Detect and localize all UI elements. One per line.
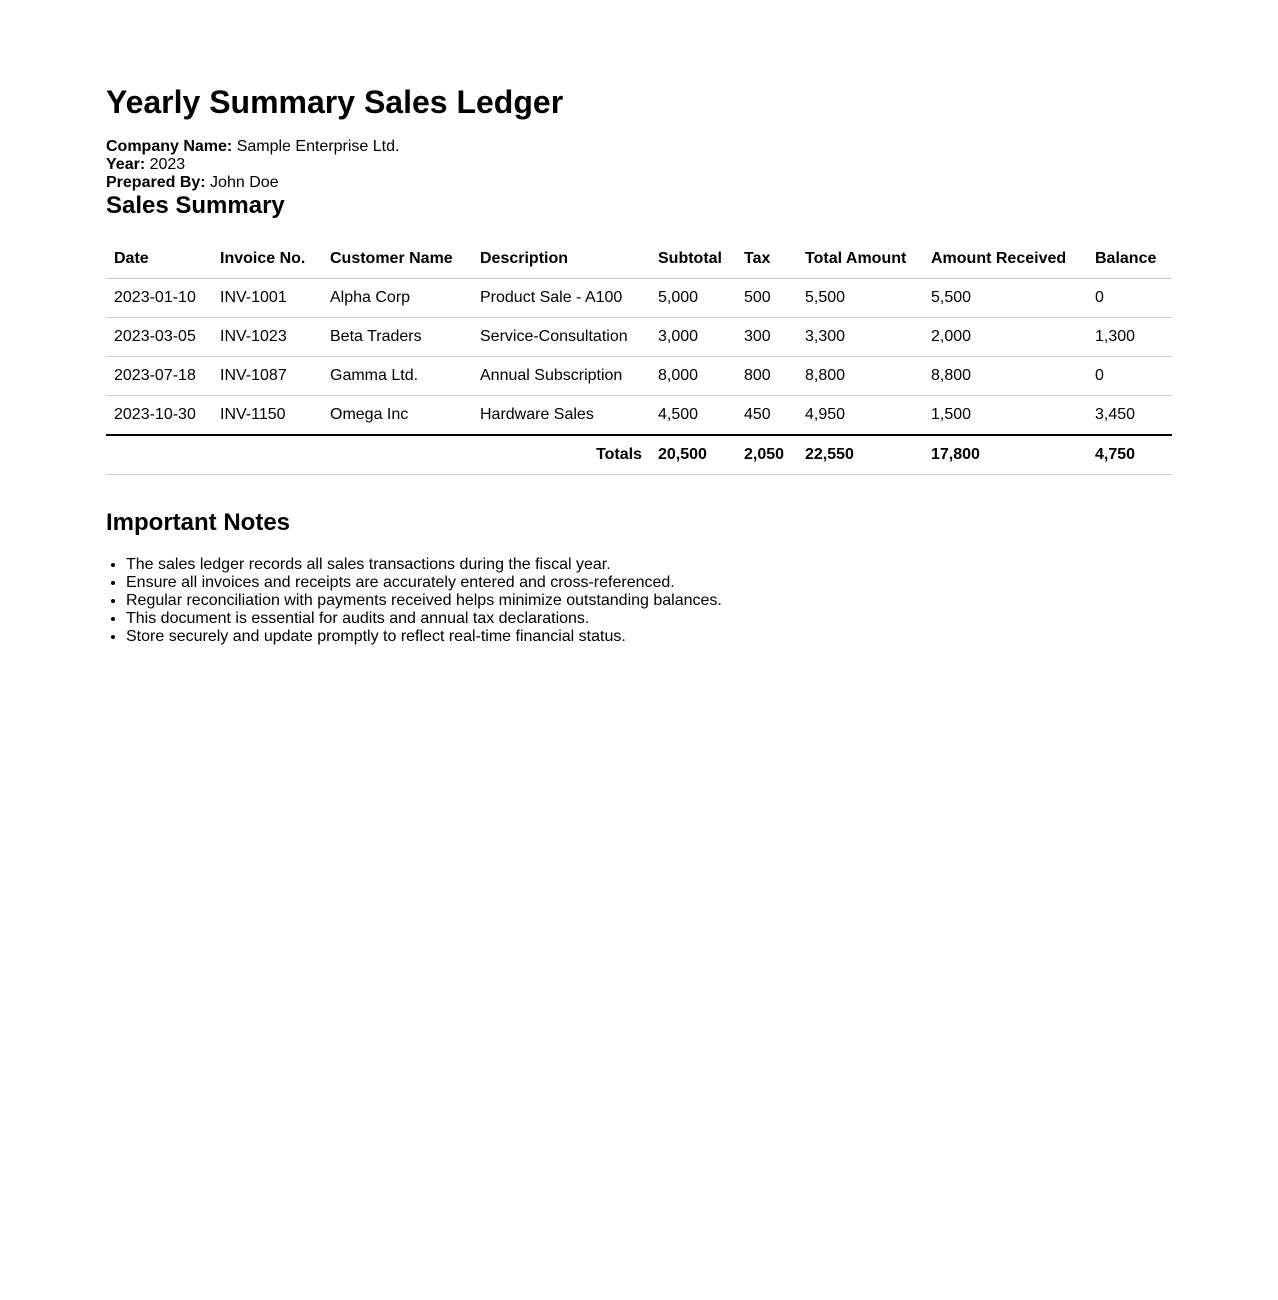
list-item: • Regular reconciliation with payments received helps minimize outstanding balances. — [126, 592, 1172, 610]
cell-tax: 450 — [736, 396, 797, 436]
cell-invoice-no: INV-1023 — [212, 318, 322, 357]
total-tax: 2,050 — [736, 435, 797, 475]
cell-amount-received: 2,000 — [923, 318, 1087, 357]
cell-total-amount: 3,300 — [797, 318, 923, 357]
cell-date: 2023-01-10 — [106, 279, 212, 318]
cell-invoice-no: INV-1001 — [212, 279, 322, 318]
cell-customer-name: Gamma Ltd. — [322, 357, 472, 396]
cell-amount-received: 1,500 — [923, 396, 1087, 436]
column-header-amount-received: Amount Received — [923, 239, 1087, 279]
cell-date: 2023-07-18 — [106, 357, 212, 396]
table-row — [106, 357, 1172, 396]
sales-summary-heading: Sales Summary — [106, 192, 285, 219]
cell-date: 2023-10-30 — [106, 396, 212, 436]
prepared-by-label: Prepared By: — [106, 174, 206, 191]
cell-subtotal: 5,000 — [650, 279, 736, 318]
column-header-balance: Balance — [1087, 239, 1172, 279]
company-name-value: Sample Enterprise Ltd. — [236, 138, 400, 155]
important-notes-heading: Important Notes — [106, 509, 291, 536]
table-row — [106, 318, 1172, 357]
cell-customer-name: Beta Traders — [322, 318, 472, 357]
table-row — [106, 279, 1172, 318]
cell-description: Hardware Sales — [472, 396, 650, 436]
column-header-invoice-no: Invoice No. — [212, 239, 322, 279]
prepared-by-value: John Doe — [210, 174, 279, 191]
cell-subtotal: 3,000 — [650, 318, 736, 357]
column-header-customer-name: Customer Name — [322, 239, 472, 279]
year-value: 2023 — [149, 156, 186, 173]
year-label: Year: — [106, 156, 146, 173]
cell-balance: 0 — [1087, 357, 1172, 396]
cell-description: Annual Subscription — [472, 357, 650, 396]
totals-row — [106, 435, 1172, 475]
cell-description: Service-Consultation — [472, 318, 650, 357]
table-row — [106, 396, 1172, 436]
cell-subtotal: 4,500 — [650, 396, 736, 436]
cell-amount-received: 8,800 — [923, 357, 1087, 396]
company-name-row — [106, 138, 1172, 156]
cell-description: Product Sale - A100 — [472, 279, 650, 318]
total-balance: 4,750 — [1087, 435, 1172, 475]
document-meta — [106, 138, 1172, 192]
ledger-document — [106, 82, 1172, 646]
cell-customer-name: Omega Inc — [322, 396, 472, 436]
cell-balance: 1,300 — [1087, 318, 1172, 357]
cell-invoice-no: INV-1150 — [212, 396, 322, 436]
column-header-total-amount: Total Amount — [797, 239, 923, 279]
sales-ledger-table — [106, 239, 1172, 475]
notes-list — [106, 556, 1172, 646]
list-item: • The sales ledger records all sales transactions during the fiscal year. — [126, 556, 1172, 574]
year-row — [106, 156, 1172, 174]
cell-amount-received: 5,500 — [923, 279, 1087, 318]
cell-date: 2023-03-05 — [106, 318, 212, 357]
page-title: Yearly Summary Sales Ledger — [106, 84, 564, 120]
totals-label: Totals — [106, 435, 650, 475]
cell-tax: 500 — [736, 279, 797, 318]
cell-tax: 800 — [736, 357, 797, 396]
cell-subtotal: 8,000 — [650, 357, 736, 396]
column-header-tax: Tax — [736, 239, 797, 279]
column-header-subtotal: Subtotal — [650, 239, 736, 279]
cell-tax: 300 — [736, 318, 797, 357]
prepared-by-row — [106, 174, 1172, 192]
table-header-row — [106, 239, 1172, 279]
cell-total-amount: 4,950 — [797, 396, 923, 436]
cell-balance: 0 — [1087, 279, 1172, 318]
total-total-amount: 22,550 — [797, 435, 923, 475]
list-item: • This document is essential for audits and annual tax declarations. — [126, 610, 1172, 628]
total-subtotal: 20,500 — [650, 435, 736, 475]
total-amount-received: 17,800 — [923, 435, 1087, 475]
column-header-description: Description — [472, 239, 650, 279]
cell-total-amount: 5,500 — [797, 279, 923, 318]
cell-balance: 3,450 — [1087, 396, 1172, 436]
company-name-label: Company Name: — [106, 138, 233, 155]
column-header-date: Date — [106, 239, 212, 279]
cell-invoice-no: INV-1087 — [212, 357, 322, 396]
list-item: • Store securely and update promptly to reflect real-time financial status. — [126, 628, 1172, 646]
list-item: • Ensure all invoices and receipts are accurately entered and cross-referenced. — [126, 574, 1172, 592]
cell-total-amount: 8,800 — [797, 357, 923, 396]
cell-customer-name: Alpha Corp — [322, 279, 472, 318]
